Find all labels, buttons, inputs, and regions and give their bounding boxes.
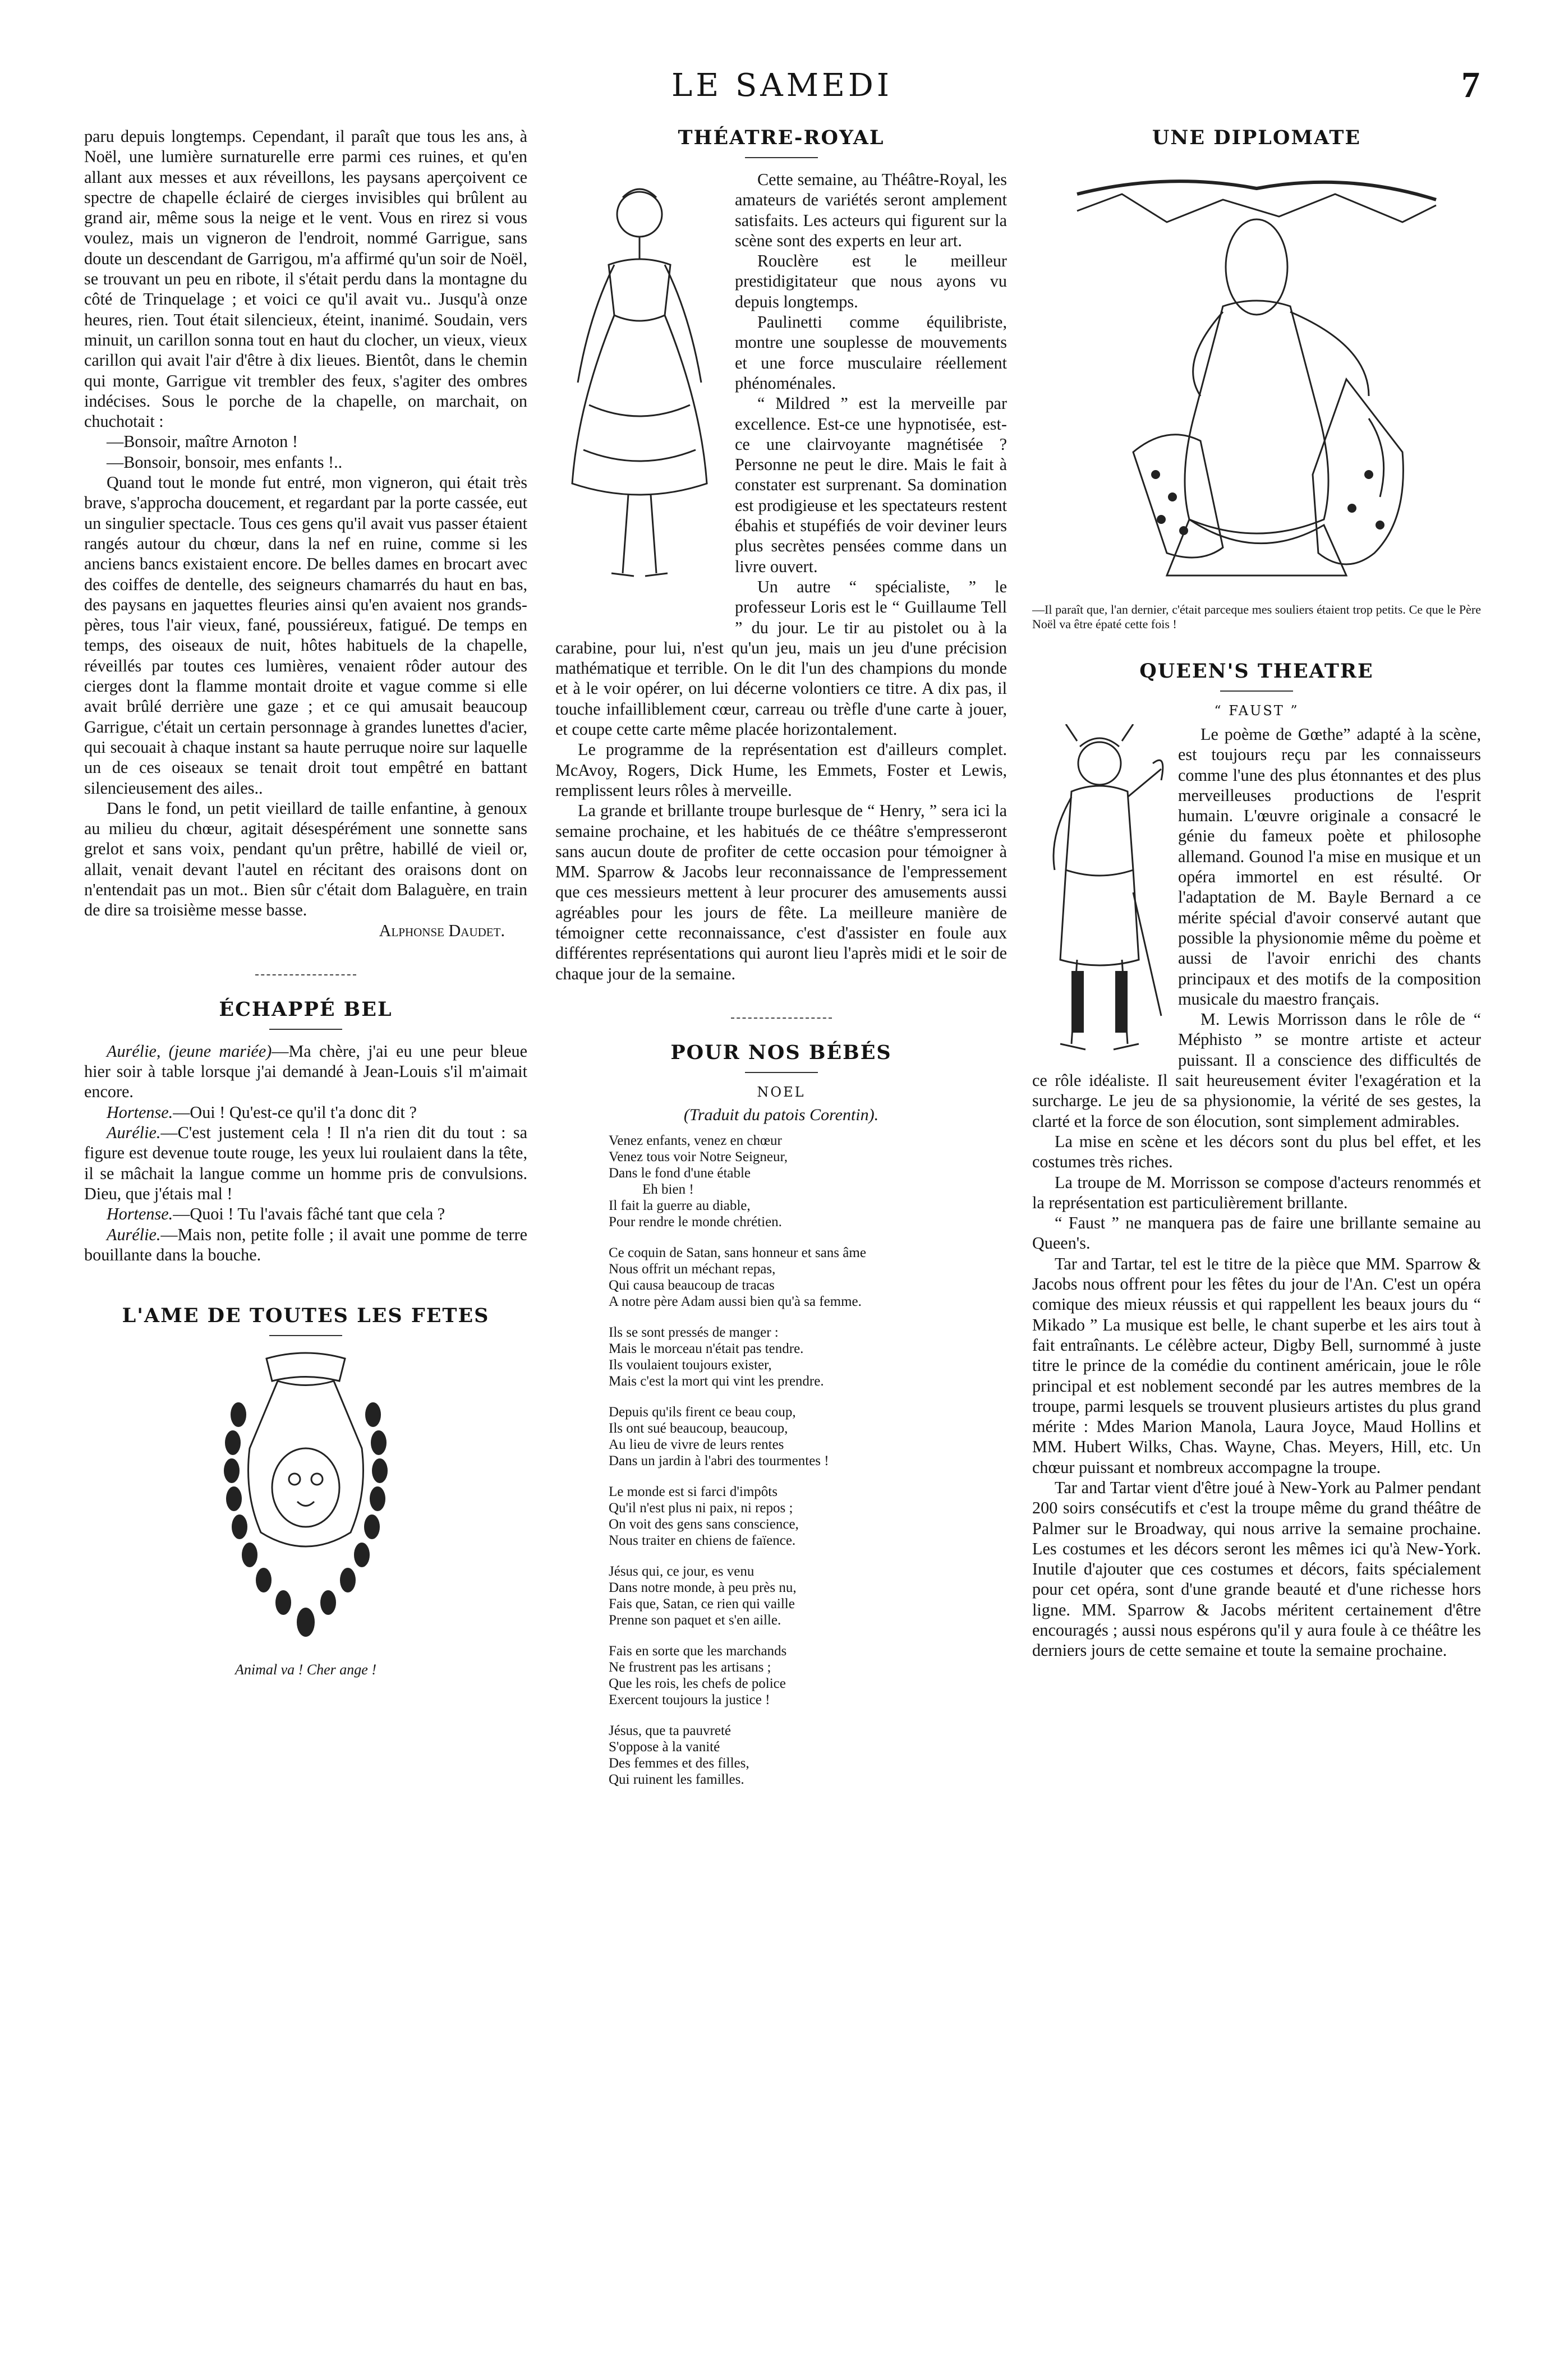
poem-line: Mais le morceau n'était pas tendre.: [609, 1341, 804, 1356]
poem-stanza: [609, 1723, 1007, 1788]
poem-stanza: [609, 1563, 1007, 1628]
poem-line: Jésus, que ta pauvreté: [609, 1723, 731, 1738]
poem-line: Eh bien !: [642, 1181, 694, 1197]
theatre-paragraph: Paulinetti comme équilibriste, montre une souplesse de mouvements et une force musculaire réellement phénoménales.: [735, 312, 1007, 393]
echappe-title: ÉCHAPPÉ BEL: [219, 997, 393, 1021]
theatre-royal-title: THÉATRE-ROYAL: [678, 126, 885, 149]
poem-line: Mais c'est la mort qui vint les prendre.: [609, 1373, 824, 1389]
poem-stanza: [609, 1324, 1007, 1389]
section-divider: [255, 974, 356, 975]
poem-line: Ce coquin de Satan, sans honneur et sans âme: [609, 1245, 866, 1260]
queens-title: QUEEN'S THEATRE: [1139, 660, 1374, 683]
poem-line: Qui causa beaucoup de tracas: [609, 1277, 775, 1293]
title-rule: [1220, 690, 1293, 692]
page-number: 7: [1461, 65, 1480, 105]
poem-line: Dans le fond d'une étable: [609, 1165, 751, 1181]
poem-title: POUR NOS BÉBÉS: [670, 1041, 892, 1064]
poem-line: Ils voulaient toujours exister,: [609, 1357, 772, 1373]
section-divider: [731, 1018, 832, 1019]
poem-line: Ne frustrent pas les artisans ;: [609, 1659, 771, 1675]
theatre-paragraph: Rouclère est le meilleur prestidigitateur que nous ayons vu depuis longtemps.: [735, 251, 1007, 311]
child-with-stockings-illustration: [1055, 160, 1459, 598]
title-rule: [745, 157, 818, 158]
poem-line: S'oppose à la vanité: [609, 1739, 720, 1755]
faust-character-illustration: [1032, 724, 1167, 1061]
poem-line: On voit des gens sans conscience,: [609, 1516, 799, 1532]
poem-stanza: [609, 1484, 1007, 1549]
poem-stanza: [609, 1643, 1007, 1708]
dialogue-line: [84, 1224, 527, 1265]
theatre-royal-body: [555, 169, 1007, 984]
queens-paragraph: La troupe de M. Morrisson se compose d'acteurs renommés et la représentation est particulièrement brillante.: [1032, 1172, 1481, 1212]
ame-caption: Animal va ! Cher ange !: [234, 1661, 376, 1678]
story-signature: Alphonse Daudet.: [379, 920, 505, 940]
title-rule: [745, 1072, 818, 1073]
queens-body: [1032, 724, 1481, 1661]
story-paragraph: paru depuis longtemps. Cependant, il paraît que tous les ans, à Noël, une lumière surnaturelle erre parmi ces ruines, et qu'en allant aux messes et aux réveillons, les paysans aperçoivent ce spectre de chapelle éclairé de cierges invisibles qui brûlent au grand air, même sous la neige et le vent. Vous en rirez si vous voulez, mais un vigneron de l'endroit, nommé Garrigue, sans doute un descendant de Garrigou, m'a affirmé qu'un soir de Noël, se trouvant un peu en ribote, il s'était perdu dans la montagne du côté de Trinquelage ; et voici ce qu'il avait vu.. Jusqu'à onze heures, rien. Tout était silencieux, éteint, inanimé. Soudain, vers minuit, un carillon sonna tout en haut du clocher, un vieux, vieux carillon qui avait l'air d'être à dix lieues. Bientôt, dans le chemin qui monte, Garrigue vit trembler des feux, s'agiter des ombres indécises. Sous le porche de la chapelle, on marchait, on chuchotait :: [84, 127, 527, 431]
poem-line: Que les rois, les chefs de police: [609, 1675, 786, 1691]
poem-source: (Traduit du patois Corentin).: [683, 1105, 879, 1124]
poem-line: Ils se sont pressés de manger :: [609, 1324, 779, 1340]
column-3: [1032, 126, 1481, 1661]
poem-line: Venez enfants, venez en chœur: [609, 1133, 782, 1148]
poem-stanza: [609, 1404, 1007, 1469]
dialogue-line: [84, 1102, 527, 1122]
page-header: [0, 67, 1564, 112]
story-paragraph: —Bonsoir, maître Arnoton !: [107, 432, 298, 452]
poem-line: Au lieu de vivre de leurs rentes: [609, 1437, 784, 1452]
poem-line: Depuis qu'ils firent ce beau coup,: [609, 1404, 796, 1420]
story-body: [84, 126, 527, 941]
column-2: [555, 126, 1007, 1802]
theatre-paragraph: La grande et brillante troupe burlesque de “ Henry, ” sera ici la semaine prochaine, et les habitués de ce théâtre s'empresseront sans aucun doute de profiter de cette occasion pour témoigner à MM. Sparrow & Jacobs leur reconnaissance de l'empressement que ces messieurs mettent à leur procurer des amusements aussi agréables pour les jours de fête. La meilleure manière de témoigner cette reconnaissance, c'est d'assister en foule aux différentes représentations qui auront lieu l'après midi et le soir de chaque jour de la semaine.: [555, 801, 1007, 983]
poem-line: Ils ont sué beaucoup, beaucoup,: [609, 1420, 788, 1436]
theatre-paragraph: “ Mildred ” est la merveille par excellence. Est-ce une hypnotisée, est-ce une clairvoyante magnétisée ? Personne ne peut le dire. Mais le fait à constater est surprenant. Sa domination est prodigieuse et les spectateurs restent ébahis et stupéfiés de voir deviner leurs plus secrètes pensées comme dans un livre ouvert.: [735, 394, 1007, 576]
queens-paragraph: Tar and Tartar, tel est le titre de la pièce que MM. Sparrow & Jacobs nous offrent pour les fêtes du jour de l'An. C'est un opéra comique des mieux réussis et qui rappellent les beaux jours du “ Mikado ” La musique est belle, le chant superbe et les airs tout à fait entraînants. Le célèbre acteur, Digby Bell, surnommé à juste titre le prince de la comédie du continent américain, joue le rôle principal et est noblement secondé par les autres membres de la troupe, parmi lesquels se trouvent plusieurs artistes du plus grand mérite : Mdes Marion Manola, Laura Joyce, Maud Hollins et MM. Hubert Wilks, Chas. Wayne, Chas. Meyers, Hill, etc. Un chœur puissant et nombreux accompagne la troupe.: [1032, 1254, 1481, 1477]
poem-line: Qui ruinent les familles.: [609, 1771, 744, 1787]
poem-line: Dans un jardin à l'abri des tourmentes !: [609, 1453, 829, 1468]
dialogue-text: —Oui ! Qu'est-ce qu'il t'a donc dit ?: [173, 1102, 417, 1122]
theatre-paragraph: Cette semaine, au Théâtre-Royal, les amateurs de variétés seront amplement satisfaits. Les acteurs qui figurent sur la scène sont des experts en leur art.: [735, 170, 1007, 250]
poem-line: Prenne son paquet et s'en aille.: [609, 1612, 781, 1628]
title-rule: [269, 1335, 342, 1336]
queens-paragraph: “ Faust ” ne manquera pas de faire une brillante semaine au Queen's.: [1032, 1213, 1481, 1253]
poem-line: Des femmes et des filles,: [609, 1755, 749, 1771]
speaker: Hortense.: [107, 1204, 173, 1224]
hanging-turkey-illustration: [199, 1347, 412, 1661]
poem-body: [555, 1133, 1007, 1788]
poem-line: A notre père Adam aussi bien qu'à sa femme.: [609, 1293, 862, 1309]
poem-line: Pour rendre le monde chrétien.: [609, 1214, 782, 1230]
theatre-paragraph: Le programme de la représentation est d'ailleurs complet. McAvoy, Rogers, Dick Hume, les Emmets, Foster et Lewis, remplissent leurs rôles à merveille.: [555, 740, 1007, 800]
poem-line: Nous offrit un méchant repas,: [609, 1261, 776, 1277]
dialogue-line: [84, 1204, 527, 1224]
poem-line: Venez tous voir Notre Seigneur,: [609, 1149, 788, 1164]
dialogue-text: —Mais non, petite folle ; il avait une pomme de terre bouillante dans la bouche.: [84, 1224, 527, 1264]
story-paragraph: —Bonsoir, bonsoir, mes enfants !..: [107, 452, 343, 472]
dialogue-text: —Ma chère, j'ai eu une peur bleue hier soir à table lorsque j'ai demandé à Jean-Louis s'il m'aimait encore.: [84, 1041, 527, 1102]
poem-line: Fais en sorte que les marchands: [609, 1643, 787, 1659]
column-1: [84, 126, 527, 1678]
poem-stanza: [609, 1245, 1007, 1310]
page-title: LE SAMEDI: [671, 67, 893, 104]
poem-line: Le monde est si farci d'impôts: [609, 1484, 778, 1499]
story-paragraph: Dans le fond, un petit vieillard de taille enfantine, à genoux au milieu du chœur, agitait désespérément une sonnette sans grelot et sans voix, pendant qu'un prêtre, habillé de vieil or, allait, venait devant l'autel en récitant des oraisons dont on n'entendait pas un mot.. Bien sûr c'était dom Balaguère, en train de dire sa troisième messe basse.: [84, 798, 527, 920]
diplomate-caption: —Il paraît que, l'an dernier, c'était parceque mes souliers étaient trop petits. Ce que le Père Noël va être épaté cette fois !: [1032, 602, 1481, 631]
title-rule: [269, 1029, 342, 1030]
poem-line: Jésus qui, ce jour, es venu: [609, 1563, 755, 1579]
story-paragraph: Quand tout le monde fut entré, mon vigneron, qui était très brave, s'approcha doucement, et regardant par la porte cassée, eut un singulier spectacle. Tous ces gens qu'il avait vus passer étaient rangés autour du chœur, dans la nef en ruine, comme si les anciens bancs existaient encore. De belles dames en brocart avec des coiffes de dentelle, des seigneurs chamarrés du haut en bas, des paysans en jaquettes fleuries ainsi qu'en avaient nos grands-pères, tous l'air vieux, fané, poussiéreux, fatigué. De temps en temps, des oiseaux de nuit, hôtes habituels de la chapelle, réveillés par toutes ces lumières, venaient rôder autour des cierges dont la flamme montait droite et vague comme si elle avait brûlé derrière une gaze ; et ce qui amusait beaucoup Garrigue, c'était un certain personnage à grandes lunettes d'acier, qui secouait à chaque instant sa haute perruque noire sur laquelle un de ces oiseaux se tenait droit tout empêtré en battant silencieusement des ailes..: [84, 473, 527, 798]
queens-paragraph: La mise en scène et les décors sont du plus bel effet, et les costumes très riches.: [1032, 1131, 1481, 1172]
poem-line: Fais que, Satan, ce rien qui vaille: [609, 1596, 795, 1612]
queens-subtitle: “ FAUST ”: [1214, 703, 1299, 719]
queens-paragraph: M. Lewis Morrisson dans le rôle de “ Méphisto ” se montre artiste et acteur puissant. Il a conscience des difficultés de ce rôle idéaliste. Il sait heureusement éviter l'exagération et la surcharge. Le jeu de sa physionomie, la vérité de ses gestes, la clarté et la force de son élocution, sont simplement admirables.: [1032, 1010, 1481, 1131]
ame-title: L'AME DE TOUTES LES FETES: [122, 1304, 490, 1328]
speaker: Aurélie, (jeune mariée): [107, 1041, 272, 1061]
poem-subtitle: NOEL: [757, 1084, 806, 1100]
poem-line: Il fait la guerre au diable,: [609, 1198, 751, 1213]
poem-stanza: [609, 1133, 1007, 1230]
theatre-paragraph: Un autre “ spécialiste, ” le professeur Loris est le “ Guillaume Tell ” du jour. Le tir au pistolet ou à la carabine, pour lui, n'est qu'un jeu, mais un jeu d'une précision mathématique et terrible. On le dit l'un des champions du monde et à le voir opérer, on lui décerne volontiers ce titre. A dix pas, il touche infailliblement cœur, carreau ou trèfle d'une carte à jouer, et coupe cette carte même placée horizontalement.: [555, 577, 1007, 739]
poem-line: Nous traiter en chiens de faïence.: [609, 1532, 796, 1548]
dancer-illustration: [555, 169, 724, 618]
speaker: Aurélie.: [107, 1123, 161, 1143]
dialogue-text: —C'est justement cela ! Il n'a rien dit du tout : sa figure est devenue toute rouge, les yeux lui roulaient dans la tête, il se mâchait la langue comme un homme pris de convulsions. Dieu, que j'étais mal !: [84, 1123, 527, 1203]
poem-line: Exercent toujours la justice !: [609, 1692, 770, 1707]
dialogue-text: —Quoi ! Tu l'avais fâché tant que cela ?: [173, 1204, 445, 1224]
queens-paragraph: Le poème de Gœthe” adapté à la scène, est toujours reçu par les connaisseurs comme l'une des plus étonnantes et des plus merveilleuses productions de l'esprit humain. L'œuvre originale a consacré le génie du fameux poète et philosophe allemand. Gounod l'a mise en musique et un opéra immortel en est résulté. Or l'adaptation de M. Bayle Bernard a ce mérite spécial d'avoir conservé autant que possible la physionomie même du poème et aussi de l'avoir enrichi des chants principaux et des motifs de la composition musicale du maestro français.: [1178, 725, 1481, 1009]
echappe-dialogue: [84, 1041, 527, 1265]
queens-paragraph: Tar and Tartar vient d'être joué à New-York au Palmer pendant 200 soirs consécutifs et c'est la troupe même du grand théâtre de Palmer sur le Broadway, qui nous arrive la semaine prochaine. Les costumes et les décors seront les mêmes ici qu'à New-York. Inutile d'ajouter que ces costumes et décors, faits spécialement pour cet opéra, sont d'une grande beauté et d'une richesse hors ligne. MM. Sparrow & Jacobs méritent certainement d'être encouragés ; aussi nous espérons qu'il y aura foule à ce théâtre les derniers jours de cette semaine et toute la semaine prochaine.: [1032, 1477, 1481, 1660]
poem-line: Qu'il n'est plus ni paix, ni repos ;: [609, 1500, 793, 1516]
dialogue-line: [84, 1041, 527, 1102]
diplomate-title: UNE DIPLOMATE: [1152, 126, 1361, 149]
poem-line: Dans notre monde, à peu près nu,: [609, 1580, 797, 1595]
dialogue-line: [84, 1122, 527, 1204]
speaker: Aurélie.: [107, 1224, 161, 1244]
speaker: Hortense.: [107, 1102, 173, 1122]
